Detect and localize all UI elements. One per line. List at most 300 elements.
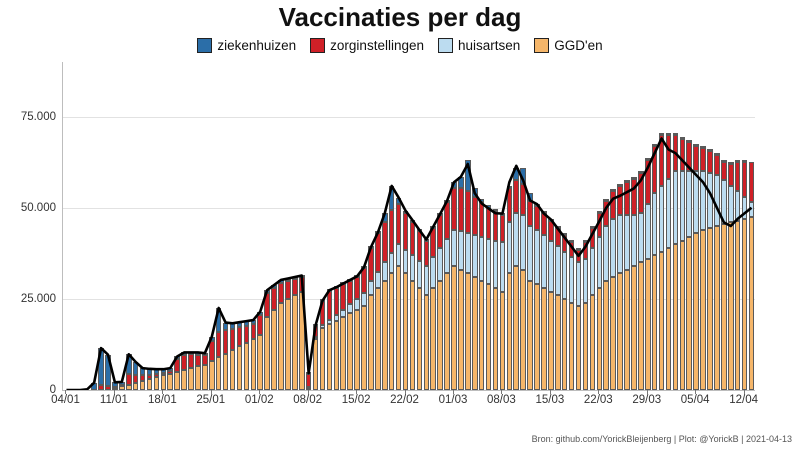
bar-segment xyxy=(244,326,250,343)
x-axis-tick xyxy=(598,390,599,394)
bar-segment xyxy=(597,211,603,213)
bar-group xyxy=(638,62,644,390)
bar-segment xyxy=(513,180,519,213)
bar-segment xyxy=(617,186,623,215)
bar-segment xyxy=(548,241,554,292)
bar-segment xyxy=(375,272,381,288)
bar-segment xyxy=(721,180,727,224)
bar-segment xyxy=(659,186,665,252)
bar-segment xyxy=(327,291,333,320)
footer-date: 2021-04-13 xyxy=(745,434,792,444)
bar-segment xyxy=(673,171,679,244)
bar-group xyxy=(617,62,623,390)
bar-segment xyxy=(251,339,257,390)
bar-segment xyxy=(479,199,485,202)
legend-item-huisartsen xyxy=(438,38,520,53)
bar-segment xyxy=(603,226,609,281)
bar-segment xyxy=(167,371,173,374)
bar-segment xyxy=(251,324,257,339)
bar-segment xyxy=(382,213,388,222)
bar-segment xyxy=(403,213,409,249)
bar-group xyxy=(354,62,360,390)
legend-label: ziekenhuizen xyxy=(217,38,297,53)
bar-group xyxy=(728,62,734,390)
x-axis-tick xyxy=(259,390,260,394)
bar-group xyxy=(320,62,326,390)
bar-segment xyxy=(278,280,284,283)
bar-segment xyxy=(424,239,430,241)
bar-segment xyxy=(389,186,395,210)
bar-segment xyxy=(638,171,644,173)
bar-segment xyxy=(465,191,471,233)
bar-segment xyxy=(361,266,367,268)
bar-segment xyxy=(728,222,734,390)
bar-segment xyxy=(673,135,679,171)
bar-group xyxy=(202,62,208,390)
bar-segment xyxy=(195,366,201,390)
bar-segment xyxy=(251,320,257,324)
bar-segment xyxy=(472,277,478,390)
bar-segment xyxy=(347,313,353,390)
bar-segment xyxy=(140,381,146,390)
bar-group xyxy=(603,62,609,390)
bar-group xyxy=(264,62,270,390)
bar-segment xyxy=(396,266,402,390)
bar-segment xyxy=(430,228,436,257)
bar-segment xyxy=(693,144,699,146)
bar-group xyxy=(327,62,333,390)
bar-segment xyxy=(244,321,250,326)
bar-segment xyxy=(569,242,575,257)
legend-swatch-icon xyxy=(197,38,212,53)
bar-segment xyxy=(396,198,402,205)
bar-segment xyxy=(223,323,229,330)
bar-segment xyxy=(382,281,388,390)
bar-group xyxy=(167,62,173,390)
bar-segment xyxy=(389,210,395,254)
bar-segment xyxy=(451,266,457,390)
bar-segment xyxy=(562,252,568,299)
bar-segment xyxy=(548,292,554,390)
bar-group xyxy=(707,62,713,390)
bar-group xyxy=(71,62,77,390)
bar-segment xyxy=(555,295,561,390)
bar-segment xyxy=(631,215,637,266)
bar-segment xyxy=(693,146,699,172)
bar-segment xyxy=(98,348,104,384)
bar-segment xyxy=(437,215,443,248)
bar-segment xyxy=(472,235,478,277)
bar-segment xyxy=(479,281,485,390)
bar-segment xyxy=(347,281,353,305)
bar-segment xyxy=(486,208,492,239)
bar-segment xyxy=(237,327,243,346)
bar-segment xyxy=(507,222,513,273)
bar-segment xyxy=(389,253,395,273)
bar-segment xyxy=(424,295,430,390)
bar-segment xyxy=(714,153,720,155)
bar-group xyxy=(569,62,575,390)
bar-group xyxy=(507,62,513,390)
bar-segment xyxy=(749,202,755,217)
bar-segment xyxy=(354,275,360,277)
bar-segment xyxy=(742,160,748,162)
bar-group xyxy=(223,62,229,390)
bar-segment xyxy=(583,303,589,390)
bar-segment xyxy=(368,281,374,296)
bar-group xyxy=(555,62,561,390)
bar-segment xyxy=(195,352,201,354)
bar-segment xyxy=(126,374,132,384)
bar-segment xyxy=(465,160,471,191)
bar-group xyxy=(430,62,436,390)
x-axis-tick xyxy=(501,390,502,394)
bar-segment xyxy=(174,359,180,372)
bar-segment xyxy=(631,177,637,179)
bar-segment xyxy=(686,237,692,390)
bar-group xyxy=(230,62,236,390)
bar-segment xyxy=(327,289,333,291)
bar-group xyxy=(500,62,506,390)
bar-segment xyxy=(520,215,526,270)
bar-group xyxy=(84,62,90,390)
bar-segment xyxy=(686,171,692,237)
bar-segment xyxy=(659,133,665,135)
x-axis-tick xyxy=(550,390,551,394)
bar-segment xyxy=(216,357,222,390)
bar-segment xyxy=(174,356,180,359)
bar-segment xyxy=(652,144,658,146)
bar-group xyxy=(659,62,665,390)
bar-segment xyxy=(721,160,727,162)
bar-segment xyxy=(327,320,333,324)
bar-segment xyxy=(147,369,153,375)
x-axis-tick xyxy=(211,390,212,394)
bar-group xyxy=(237,62,243,390)
bar-group xyxy=(133,62,139,390)
bar-segment xyxy=(161,375,167,390)
bar-segment xyxy=(728,164,734,186)
bar-segment xyxy=(583,259,589,303)
bar-segment xyxy=(299,292,305,390)
bar-segment xyxy=(666,135,672,179)
bar-segment xyxy=(652,193,658,255)
bar-segment xyxy=(285,281,291,299)
bar-segment xyxy=(340,284,346,310)
bar-segment xyxy=(299,277,305,292)
bar-segment xyxy=(458,270,464,390)
bar-group xyxy=(742,62,748,390)
bar-segment xyxy=(583,240,589,242)
bar-segment xyxy=(624,182,630,215)
bar-segment xyxy=(154,374,160,378)
bar-segment xyxy=(278,303,284,390)
bar-segment xyxy=(313,324,319,326)
bar-group xyxy=(590,62,596,390)
bar-group xyxy=(680,62,686,390)
x-axis-tick xyxy=(405,390,406,394)
bar-segment xyxy=(327,324,333,390)
bar-segment xyxy=(638,173,644,213)
x-axis-tick xyxy=(65,390,66,394)
bar-segment xyxy=(597,288,603,390)
bar-segment xyxy=(382,222,388,262)
bar-segment xyxy=(98,385,104,390)
bar-segment xyxy=(700,171,706,229)
bar-segment xyxy=(209,337,215,341)
bar-segment xyxy=(417,261,423,288)
bar-segment xyxy=(444,202,450,238)
bar-segment xyxy=(264,317,270,390)
bar-segment xyxy=(368,246,374,248)
bar-segment xyxy=(617,215,623,273)
bar-segment xyxy=(631,266,637,390)
bar-group xyxy=(126,62,132,390)
legend-item-ggd-en xyxy=(534,38,602,53)
bar-segment xyxy=(742,219,748,390)
bar-segment xyxy=(507,186,513,188)
bar-segment xyxy=(230,350,236,390)
bar-segment xyxy=(555,246,561,295)
bar-segment xyxy=(375,231,381,233)
bar-segment xyxy=(610,219,616,277)
bar-group xyxy=(714,62,720,390)
chart-footer xyxy=(532,434,792,444)
bar-segment xyxy=(749,162,755,202)
bar-segment xyxy=(181,370,187,390)
bar-segment xyxy=(458,231,464,269)
bar-segment xyxy=(707,228,713,390)
x-axis-tick-label: 29/03 xyxy=(632,394,662,406)
bar-segment xyxy=(513,213,519,266)
bar-segment xyxy=(216,308,222,332)
bar-segment xyxy=(700,148,706,172)
bar-group xyxy=(583,62,589,390)
bar-segment xyxy=(202,355,208,364)
bar-segment xyxy=(126,385,132,390)
bar-segment xyxy=(659,252,665,390)
bar-group xyxy=(389,62,395,390)
bar-segment xyxy=(472,188,478,197)
bar-group xyxy=(541,62,547,390)
bar-segment xyxy=(680,171,686,240)
bar-group xyxy=(548,62,554,390)
bar-segment xyxy=(680,139,686,172)
bar-segment xyxy=(527,193,533,200)
bar-segment xyxy=(368,248,374,281)
x-axis-tick xyxy=(162,390,163,394)
bar-segment xyxy=(437,248,443,281)
bar-segment xyxy=(735,160,741,162)
bar-segment xyxy=(624,215,630,270)
bar-group xyxy=(562,62,568,390)
bar-segment xyxy=(202,365,208,391)
bar-segment xyxy=(112,382,118,386)
bar-segment xyxy=(181,355,187,370)
bar-segment xyxy=(444,200,450,202)
x-axis-tick-label: 11/01 xyxy=(99,394,128,406)
bar-segment xyxy=(735,221,741,390)
bar-segment xyxy=(161,369,167,372)
bar-segment xyxy=(486,239,492,285)
bar-group xyxy=(444,62,450,390)
bar-segment xyxy=(340,282,346,284)
bar-segment xyxy=(306,372,312,374)
bar-segment xyxy=(534,206,540,230)
bar-segment xyxy=(576,248,582,250)
bar-series-container xyxy=(63,62,755,390)
bar-segment xyxy=(534,204,540,206)
bar-segment xyxy=(340,317,346,390)
bar-segment xyxy=(396,244,402,266)
bar-segment xyxy=(562,235,568,251)
bar-segment xyxy=(424,241,430,267)
bar-segment xyxy=(417,288,423,390)
bar-segment xyxy=(555,228,561,246)
bar-segment xyxy=(347,279,353,281)
bar-segment xyxy=(527,226,533,281)
bar-segment xyxy=(140,368,146,375)
bar-segment xyxy=(375,288,381,390)
bar-segment xyxy=(188,354,194,368)
bar-segment xyxy=(334,315,340,320)
bar-segment xyxy=(638,213,644,262)
bar-segment xyxy=(209,361,215,390)
bar-segment xyxy=(479,202,485,237)
bar-segment xyxy=(728,186,734,222)
bar-group xyxy=(105,62,111,390)
bar-segment xyxy=(645,204,651,259)
bar-segment xyxy=(520,168,526,184)
x-axis-tick xyxy=(744,390,745,394)
bar-segment xyxy=(292,295,298,390)
bar-segment xyxy=(693,233,699,390)
legend-label: zorginstellingen xyxy=(330,38,424,53)
legend-item-ziekenhuizen xyxy=(197,38,296,53)
bar-group xyxy=(299,62,305,390)
footer-sep2: | xyxy=(741,434,746,444)
bar-segment xyxy=(617,273,623,390)
bar-segment xyxy=(264,290,270,293)
bar-segment xyxy=(666,248,672,390)
x-axis-tick-label: 01/03 xyxy=(438,394,468,406)
bar-segment xyxy=(603,201,609,227)
bar-group xyxy=(624,62,630,390)
bar-segment xyxy=(354,299,360,310)
bar-segment xyxy=(285,279,291,281)
bar-segment xyxy=(430,288,436,390)
bar-group xyxy=(91,62,97,390)
bar-segment xyxy=(576,262,582,306)
bar-segment xyxy=(437,281,443,390)
bar-segment xyxy=(555,226,561,228)
x-axis-tick xyxy=(308,390,309,394)
bar-segment xyxy=(707,173,713,228)
bar-group xyxy=(493,62,499,390)
bar-segment xyxy=(444,239,450,274)
bar-segment xyxy=(590,295,596,390)
bar-group xyxy=(119,62,125,390)
bar-segment xyxy=(479,237,485,281)
bar-segment xyxy=(534,230,540,285)
bar-segment xyxy=(465,273,471,390)
bar-group xyxy=(271,62,277,390)
bar-segment xyxy=(541,288,547,390)
bar-segment xyxy=(257,315,263,335)
bar-segment xyxy=(320,299,326,301)
x-axis-tick-label: 04/01 xyxy=(51,394,80,406)
x-axis-tick-label: 22/02 xyxy=(390,394,419,406)
bar-group xyxy=(749,62,755,390)
bar-segment xyxy=(590,228,596,248)
bar-segment xyxy=(527,201,533,227)
bar-segment xyxy=(417,231,423,260)
bar-segment xyxy=(195,355,201,367)
bar-group xyxy=(195,62,201,390)
bar-group xyxy=(382,62,388,390)
bar-segment xyxy=(237,322,243,327)
bar-group xyxy=(181,62,187,390)
bar-segment xyxy=(133,362,139,375)
bar-group xyxy=(597,62,603,390)
bar-segment xyxy=(486,284,492,390)
bar-segment xyxy=(465,233,471,273)
bar-segment xyxy=(666,179,672,248)
bar-segment xyxy=(334,288,340,315)
bar-segment xyxy=(223,330,229,354)
bar-group xyxy=(700,62,706,390)
bar-segment xyxy=(714,155,720,175)
bar-group xyxy=(334,62,340,390)
bar-group xyxy=(472,62,478,390)
footer-source: Bron: github.com/YorickBleijenberg xyxy=(531,434,672,444)
legend-swatch-icon xyxy=(310,38,325,53)
bar-segment xyxy=(749,217,755,390)
bar-segment xyxy=(410,281,416,390)
bar-group xyxy=(216,62,222,390)
x-axis-tick xyxy=(695,390,696,394)
bar-segment xyxy=(527,281,533,390)
bar-group xyxy=(306,62,312,390)
y-axis-tick-label: 0 xyxy=(49,384,56,396)
bar-segment xyxy=(403,250,409,274)
bar-segment xyxy=(500,215,506,242)
legend-label: GGD'en xyxy=(554,38,603,53)
bar-segment xyxy=(714,226,720,390)
bar-segment xyxy=(707,149,713,151)
bar-group xyxy=(417,62,423,390)
bar-segment xyxy=(313,326,319,337)
bar-segment xyxy=(403,211,409,214)
bar-segment xyxy=(306,374,312,387)
bar-segment xyxy=(361,293,367,306)
bar-segment xyxy=(105,386,111,390)
bar-segment xyxy=(216,332,222,358)
bar-segment xyxy=(721,162,727,180)
bar-segment xyxy=(382,262,388,280)
bar-group xyxy=(161,62,167,390)
bar-segment xyxy=(534,284,540,390)
bar-group xyxy=(520,62,526,390)
bar-segment xyxy=(652,255,658,390)
bar-segment xyxy=(721,224,727,390)
bar-segment xyxy=(237,346,243,390)
bar-segment xyxy=(583,242,589,258)
bar-segment xyxy=(562,299,568,390)
bar-group xyxy=(631,62,637,390)
bar-group xyxy=(244,62,250,390)
bar-segment xyxy=(645,259,651,390)
